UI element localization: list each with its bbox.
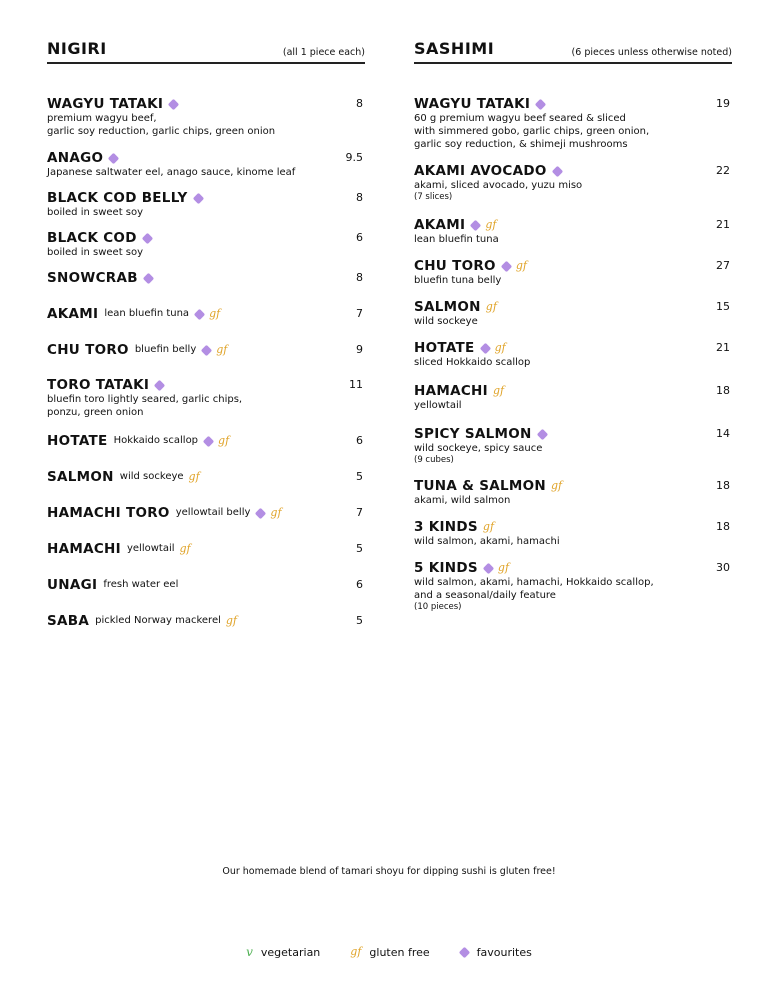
menu-item xyxy=(414,299,732,328)
menu-item-name: SPICY SALMON xyxy=(414,426,532,442)
menu-item xyxy=(414,96,732,151)
legend-vegetarian xyxy=(246,945,320,959)
menu-item-heading xyxy=(414,258,690,274)
favourite-icon xyxy=(551,165,562,176)
menu-item-body xyxy=(414,340,690,369)
sashimi-section xyxy=(414,38,732,613)
menu-item xyxy=(414,258,732,287)
menu-item xyxy=(47,577,365,593)
menu-item-price: 7 xyxy=(356,307,363,320)
menu-item xyxy=(414,426,732,466)
menu-item-price: 27 xyxy=(716,259,730,272)
menu-item-price: 21 xyxy=(716,218,730,231)
menu-item-description: akami, wild salmon xyxy=(414,495,511,506)
menu-item-price: 8 xyxy=(356,271,363,284)
menu-item-name: WAGYU TATAKI xyxy=(414,96,531,112)
menu-item-portion-note: (7 slices) xyxy=(414,192,453,202)
menu-item-heading xyxy=(47,190,323,206)
menu-item-body xyxy=(47,469,323,485)
legend-favourites-label: favourites xyxy=(476,945,532,959)
nigiri-header xyxy=(47,38,365,64)
menu-item-price: 14 xyxy=(716,427,730,440)
menu-item-name: CHU TORO xyxy=(47,342,129,358)
menu-item-price: 6 xyxy=(356,434,363,447)
menu-item-description: lean bluefin tuna xyxy=(414,234,499,245)
menu-item-price: 8 xyxy=(356,97,363,110)
menu-item xyxy=(414,519,732,548)
menu-item-heading xyxy=(47,613,323,629)
menu-item xyxy=(414,560,732,613)
menu-item-price: 5 xyxy=(356,470,363,483)
gluten-free-icon: gf xyxy=(492,384,505,397)
gluten-free-icon: gf xyxy=(270,506,282,519)
menu-item-description: garlic soy reduction, garlic chips, green onion xyxy=(47,126,276,137)
favourite-icon xyxy=(108,152,119,163)
menu-item-price: 22 xyxy=(716,164,730,177)
menu-item-price: 8 xyxy=(356,191,363,204)
menu-item xyxy=(414,163,732,203)
menu-item-name: CHU TORO xyxy=(414,258,496,274)
gluten-free-shoyu-note: Our homemade blend of tamari shoyu for dipping sushi is gluten free! xyxy=(222,866,556,877)
menu-item-price: 9 xyxy=(356,343,363,356)
menu-item-price: 18 xyxy=(716,520,730,533)
favourite-icon xyxy=(201,344,212,355)
menu-item-description: sliced Hokkaido scallop xyxy=(414,357,531,368)
menu-item-body xyxy=(47,541,323,557)
menu-item-heading xyxy=(47,505,323,521)
menu-item-price: 18 xyxy=(716,384,730,397)
menu-item-description: ponzu, green onion xyxy=(47,407,144,418)
nigiri-note: (all 1 piece each) xyxy=(282,47,365,58)
menu-item-price: 5 xyxy=(356,542,363,555)
favourite-icon xyxy=(536,428,547,439)
legend-favourites xyxy=(460,946,532,959)
menu-item-name: UNAGI xyxy=(47,577,98,593)
gluten-free-icon: gf xyxy=(497,561,510,574)
menu-item-price: 6 xyxy=(356,578,363,591)
menu-item-heading xyxy=(47,230,323,246)
menu-item-description: garlic soy reduction, & shimeji mushrooms xyxy=(414,139,628,150)
menu-item-price: 30 xyxy=(716,561,730,574)
menu-item-body xyxy=(414,560,690,613)
gluten-free-icon: gf xyxy=(209,307,221,320)
menu-item-description: wild salmon, akami, hamachi, Hokkaido scallop, xyxy=(414,577,654,588)
menu-item-name: SALMON xyxy=(414,299,481,315)
menu-item-name: SABA xyxy=(47,613,90,629)
menu-item-heading xyxy=(47,577,323,593)
menu-item-inline-description: fresh water eel xyxy=(103,579,179,590)
menu-item-name: 3 KINDS xyxy=(414,519,478,535)
favourite-icon xyxy=(168,98,179,109)
menu-item xyxy=(47,96,365,138)
favourite-icon xyxy=(143,272,154,283)
menu-item-description: boiled in sweet soy xyxy=(47,207,144,218)
menu-item-body xyxy=(414,519,690,548)
gluten-free-icon: gf xyxy=(216,343,228,356)
menu-item-inline-description: yellowtail belly xyxy=(175,507,251,518)
menu-item-name: TORO TATAKI xyxy=(47,377,150,393)
menu-item xyxy=(47,541,365,557)
menu-item-heading xyxy=(414,96,690,112)
menu-item-inline-description: pickled Norway mackerel xyxy=(95,615,221,626)
menu-item-name: SNOWCRAB xyxy=(47,270,138,286)
menu-item-price: 9.5 xyxy=(345,151,363,164)
menu-item-body xyxy=(47,377,323,419)
gluten-free-icon: gf xyxy=(494,341,506,354)
menu-item xyxy=(414,383,732,412)
favourite-icon xyxy=(154,379,165,390)
menu-item-body xyxy=(414,96,690,151)
menu-item-description: bluefin tuna belly xyxy=(414,275,502,286)
menu-item-body xyxy=(414,478,690,507)
menu-item-description: wild sockeye xyxy=(414,316,478,327)
menu-item-price: 7 xyxy=(356,506,363,519)
menu-item-body xyxy=(47,190,323,219)
menu-item-inline-description: yellowtail xyxy=(126,543,175,554)
menu-item-body xyxy=(47,230,323,259)
menu-item xyxy=(47,190,365,219)
menu-item-body xyxy=(47,505,323,521)
menu-item-heading xyxy=(414,299,690,315)
menu-item-description: boiled in sweet soy xyxy=(47,247,144,258)
menu-item-price: 11 xyxy=(349,378,363,391)
menu-item-body xyxy=(414,383,690,412)
gluten-free-icon: gf xyxy=(188,470,200,483)
sashimi-header xyxy=(414,38,732,64)
menu-item-price: 19 xyxy=(716,97,730,110)
favourite-icon xyxy=(192,192,203,203)
menu-item xyxy=(47,433,365,449)
menu-item-description: wild sockeye, spicy sauce xyxy=(414,443,543,454)
gluten-free-icon: gf xyxy=(550,479,563,492)
menu-item-description: 60 g premium wagyu beef seared & sliced xyxy=(414,113,626,124)
favourite-icon xyxy=(483,562,494,573)
menu-item-price: 6 xyxy=(356,231,363,244)
menu-item-name: HOTATE xyxy=(414,340,475,356)
menu-item-body xyxy=(47,270,323,286)
menu-item-body xyxy=(414,217,690,246)
sashimi-note: (6 pieces unless otherwise noted) xyxy=(571,47,732,58)
menu-item-name: BLACK COD BELLY xyxy=(47,190,188,206)
menu-item-description: with simmered gobo, garlic chips, green onion, xyxy=(414,126,650,137)
menu-item xyxy=(47,270,365,286)
menu-item-heading xyxy=(47,306,323,322)
menu-item-heading xyxy=(47,96,323,112)
nigiri-section xyxy=(47,38,365,629)
menu-item-heading xyxy=(47,433,323,449)
menu-item-price: 15 xyxy=(716,300,730,313)
menu-item-name: 5 KINDS xyxy=(414,560,478,576)
favourite-icon xyxy=(255,507,266,518)
menu-item-inline-description: lean bluefin tuna xyxy=(104,308,190,319)
menu-item-description: akami, sliced avocado, yuzu miso xyxy=(414,180,583,191)
menu-item xyxy=(414,217,732,246)
legend-gluten-free xyxy=(350,944,429,960)
legend xyxy=(0,944,778,960)
legend-gluten-free-label: gluten free xyxy=(369,945,430,959)
gluten-free-icon: gf xyxy=(350,945,362,958)
sashimi-list xyxy=(414,96,732,613)
menu-item-description: wild salmon, akami, hamachi xyxy=(414,536,560,547)
menu-item-body xyxy=(414,426,690,466)
menu-item-body xyxy=(414,258,690,287)
menu-item-name: WAGYU TATAKI xyxy=(47,96,164,112)
menu-item-description: bluefin toro lightly seared, garlic chips, xyxy=(47,394,243,405)
menu-item-description: premium wagyu beef, xyxy=(47,113,157,124)
favourite-icon xyxy=(141,232,152,243)
menu-item xyxy=(47,469,365,485)
menu-item-name: HAMACHI xyxy=(47,541,121,557)
menu-item-heading xyxy=(47,342,323,358)
menu-item xyxy=(414,478,732,507)
menu-item xyxy=(47,377,365,419)
menu-item-heading xyxy=(47,150,323,166)
menu-item xyxy=(47,230,365,259)
menu-item-heading xyxy=(414,478,690,494)
menu-item-name: SALMON xyxy=(47,469,114,485)
menu-item-heading xyxy=(414,519,690,535)
menu-item-inline-description: bluefin belly xyxy=(134,344,197,355)
menu-item-heading xyxy=(47,377,323,393)
menu-item-description: and a seasonal/daily feature xyxy=(414,590,556,601)
nigiri-title: NIGIRI xyxy=(47,39,107,58)
menu-item xyxy=(47,306,365,322)
menu-item-heading xyxy=(414,383,690,399)
menu-item-name: AKAMI AVOCADO xyxy=(414,163,547,179)
menu-item-body xyxy=(47,150,323,179)
menu-item-heading xyxy=(414,163,690,179)
menu-item-name: BLACK COD xyxy=(47,230,137,246)
favourite-icon xyxy=(470,219,481,230)
menu-item-heading xyxy=(47,541,323,557)
menu-item xyxy=(47,150,365,179)
menu-item-body xyxy=(47,433,323,449)
menu-item-name: AKAMI xyxy=(414,217,466,233)
menu-item-body xyxy=(47,342,323,358)
favourite-icon xyxy=(501,260,512,271)
menu-item-portion-note: (10 pieces) xyxy=(414,602,462,612)
menu-item xyxy=(414,340,732,369)
favourite-icon xyxy=(194,308,205,319)
legend-vegetarian-label: vegetarian xyxy=(260,945,321,959)
gluten-free-icon: gf xyxy=(482,520,495,533)
sashimi-title: SASHIMI xyxy=(414,39,495,58)
menu-item-description: Japanese saltwater eel, anago sauce, kinome leaf xyxy=(47,167,296,178)
menu-item-name: HOTATE xyxy=(47,433,108,449)
menu-item xyxy=(47,505,365,521)
menu-item xyxy=(47,342,365,358)
menu-item-body xyxy=(414,163,690,203)
menu-item-name: AKAMI xyxy=(47,306,99,322)
vegetarian-icon: v xyxy=(246,945,253,959)
menu-item-price: 5 xyxy=(356,614,363,627)
menu-item-heading xyxy=(47,469,323,485)
favourite-icon xyxy=(203,435,214,446)
menu-item-body xyxy=(47,613,323,629)
menu-item-price: 18 xyxy=(716,479,730,492)
gluten-free-icon: gf xyxy=(218,434,230,447)
menu-item-name: HAMACHI xyxy=(414,383,488,399)
menu-item-heading xyxy=(414,340,690,356)
menu-item-inline-description: wild sockeye xyxy=(119,471,184,482)
favourite-icon xyxy=(458,946,469,957)
gluten-free-icon: gf xyxy=(179,542,191,555)
menu-item-heading xyxy=(414,426,690,442)
menu-item-body xyxy=(47,577,323,593)
gluten-free-icon: gf xyxy=(485,300,497,313)
menu-item-heading xyxy=(414,560,690,576)
menu-item-price: 21 xyxy=(716,341,730,354)
menu-item-heading xyxy=(414,217,690,233)
menu-item-body xyxy=(47,96,323,138)
menu-item-portion-note: (9 cubes) xyxy=(414,455,454,465)
gluten-free-icon: gf xyxy=(225,614,237,627)
favourite-icon xyxy=(479,342,490,353)
nigiri-list xyxy=(47,96,365,629)
menu-item-body xyxy=(414,299,690,328)
menu-item-heading xyxy=(47,270,323,286)
gluten-free-icon: gf xyxy=(515,259,527,272)
menu-item-inline-description: Hokkaido scallop xyxy=(113,435,199,446)
menu-item-name: ANAGO xyxy=(47,150,104,166)
favourite-icon xyxy=(535,98,546,109)
menu-item-name: TUNA & SALMON xyxy=(414,478,546,494)
menu-item xyxy=(47,613,365,629)
gluten-free-icon: gf xyxy=(485,218,497,231)
menu-item-name: HAMACHI TORO xyxy=(47,505,170,521)
menu-item-body xyxy=(47,306,323,322)
menu-item-description: yellowtail xyxy=(414,400,462,411)
